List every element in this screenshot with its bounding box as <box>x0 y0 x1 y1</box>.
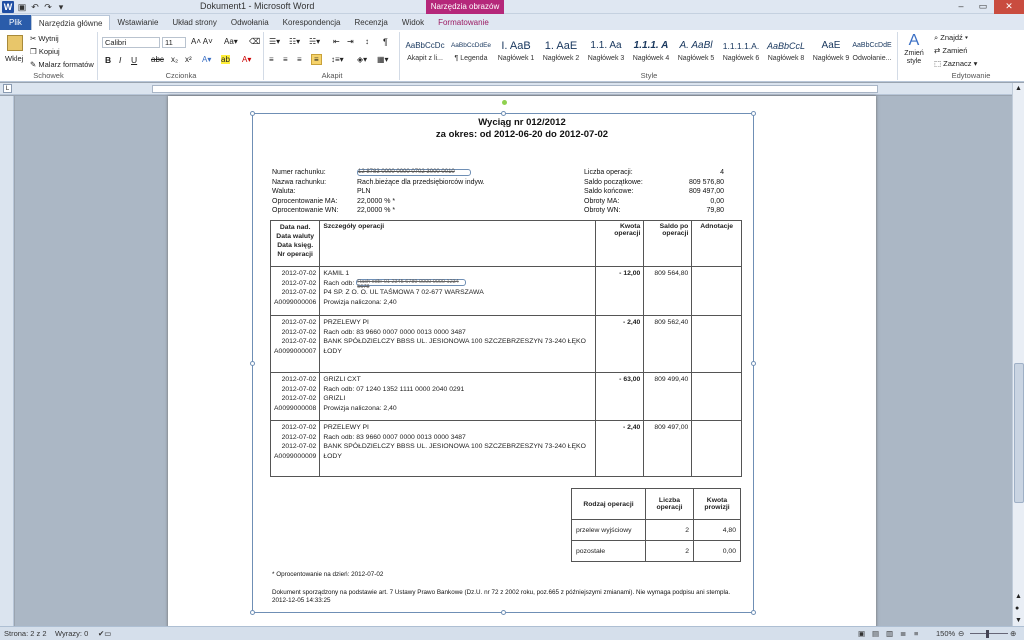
clipboard-group <box>0 32 98 80</box>
op-date: 2012-07-02 <box>281 395 317 402</box>
op-notes <box>692 316 742 373</box>
style-preview: AaBbCcDdE <box>852 42 892 49</box>
draft-view-icon[interactable]: ≡ <box>914 629 919 638</box>
change-case-icon[interactable]: Aa▾ <box>224 37 238 46</box>
zoom-in-icon[interactable]: ⊕ <box>1010 629 1017 638</box>
op-details <box>320 267 596 316</box>
header-line: Kwota <box>619 223 641 230</box>
op-line: PRZELEWY PI <box>323 319 369 326</box>
info-row <box>584 206 724 216</box>
resize-handle[interactable] <box>250 111 255 116</box>
summary-fee: 4,80 <box>694 520 741 541</box>
copy-icon: ❐ <box>30 47 39 56</box>
op-line: PRZELEWY PI <box>323 424 369 431</box>
op-date: 2012-07-02 <box>281 376 317 383</box>
redacted-account-number: 12 8783 0000 0000 0702 3000 0010 <box>357 169 471 176</box>
bold-icon[interactable]: B <box>105 55 112 65</box>
op-details <box>320 316 596 373</box>
find-label: Znajdź <box>940 33 963 42</box>
tab-format[interactable]: Formatowanie <box>438 18 489 27</box>
summary-header-fee <box>694 489 741 520</box>
align-center-icon[interactable]: ≡ <box>283 55 288 64</box>
show-marks-icon[interactable]: ¶ <box>383 37 388 47</box>
table-row <box>271 316 742 373</box>
info-value: PLN <box>357 188 371 195</box>
vertical-scrollbar[interactable] <box>1012 83 1024 626</box>
multilevel-list-icon[interactable]: ☵▾ <box>309 37 321 46</box>
resize-handle[interactable] <box>751 361 756 366</box>
header-line: operacji <box>614 230 641 237</box>
title-bar <box>0 0 1024 14</box>
rotate-handle[interactable] <box>502 100 507 105</box>
tab-references[interactable]: Odwołania <box>230 18 269 27</box>
redo-icon[interactable]: ↷ <box>44 1 52 12</box>
info-key: Liczba operacji: <box>584 169 633 176</box>
change-styles-button[interactable] <box>901 32 927 66</box>
status-bar <box>0 626 1024 640</box>
summary-header-row <box>572 489 741 520</box>
op-balance: 809 564,80 <box>644 267 692 316</box>
op-line: BANK SPÓŁDZIELCZY BBSS UL. JESIONOWA 100 SZCZEBRZESZYN 73-240 ŁĘKO <box>323 338 586 345</box>
style-label: ¶ Legenda <box>454 55 488 62</box>
operations-table <box>270 220 742 477</box>
summary-count: 2 <box>646 541 694 562</box>
info-value: Rach.bieżące dla przedsiębiorców indyw. <box>357 178 485 186</box>
replace-label: Zamień <box>942 46 968 55</box>
op-line: ŁODY <box>323 452 342 460</box>
style-item[interactable] <box>809 37 853 71</box>
style-preview: AaBbCcDc <box>405 41 445 50</box>
statement-period: za okres: od 2012-06-20 do 2012-07-02 <box>435 129 609 140</box>
style-item[interactable] <box>674 37 718 71</box>
info-key: Oprocentowanie MA: <box>272 197 338 205</box>
op-line: GRIZLI <box>323 395 346 402</box>
browse-object-icon[interactable]: ● <box>1015 605 1020 612</box>
op-dates <box>271 267 320 316</box>
undo-icon[interactable]: ↶ <box>31 1 39 12</box>
style-label: Nagłówek 8 <box>767 55 805 62</box>
info-key: Saldo końcowe: <box>584 188 634 195</box>
tab-mailings[interactable]: Korespondencja <box>282 18 341 27</box>
legal-text: Dokument sporządzony na podstawie art. 7 Ustawy Prawo Bankowe (Dz.U. nr 72 z 2002 roku, poz.665 z późniejszymi zmianami). Nie wymaga podpisu ani stempla. <box>272 589 731 596</box>
font-name-combo[interactable]: Calibri <box>102 37 160 48</box>
footnote: * Oprocentowanie na dzień: 2012-07-02 <box>272 571 384 578</box>
header-line: prowizji <box>704 504 730 511</box>
web-layout-view-icon[interactable]: ▥ <box>886 629 894 638</box>
minimize-icon[interactable]: – <box>958 1 964 11</box>
op-number: A0099000009 <box>274 452 317 460</box>
summary-row <box>572 541 741 562</box>
editing-group <box>930 32 1012 80</box>
style-preview: A. AaBl <box>679 40 713 51</box>
tab-selector-icon[interactable]: L <box>3 84 12 93</box>
format-painter-label: Malarz formatów <box>38 60 94 69</box>
op-date: 2012-07-02 <box>281 328 317 336</box>
clipboard-group-label: Schowek <box>33 71 64 80</box>
page-count[interactable]: Strona: 2 z 2 <box>4 629 47 638</box>
header-balance <box>644 221 692 267</box>
prev-page-icon[interactable]: ▲ <box>1015 593 1022 600</box>
clear-formatting-icon[interactable]: ⌫ <box>249 37 261 46</box>
info-row <box>584 178 724 188</box>
style-preview: AaE <box>821 40 841 51</box>
paste-icon[interactable] <box>7 35 23 51</box>
scrollbar-thumb[interactable] <box>1014 363 1024 503</box>
style-preview: 1. AaE <box>544 40 578 52</box>
op-date: 2012-07-02 <box>281 424 317 431</box>
summary-type: pozostałe <box>572 541 646 562</box>
table-row <box>271 373 742 421</box>
account-info <box>272 168 485 216</box>
font-group <box>99 32 264 80</box>
increase-indent-icon[interactable]: ⇥ <box>347 37 354 46</box>
style-preview: 1.1.1.1.A. <box>722 41 760 51</box>
copy-label: Kopiuj <box>38 47 60 56</box>
proofing-icon[interactable]: ✔▭ <box>98 629 112 638</box>
word-count[interactable]: Wyrazy: 0 <box>55 629 89 638</box>
info-row <box>584 168 724 178</box>
info-row <box>272 168 485 178</box>
redacted-account: Rach odb: 01 2345 6789 0000 0000 1234 5678 <box>356 279 466 286</box>
info-value: 0,00 <box>710 197 724 205</box>
style-preview: I. AaB <box>501 40 531 52</box>
resize-handle[interactable] <box>250 610 255 615</box>
op-line: P4 SP. Z O. O. UL TAŚMOWA 7 02-677 WARSZAWA <box>323 289 484 296</box>
horizontal-ruler[interactable] <box>0 83 1012 95</box>
style-preview: AaBbCcL <box>766 41 806 51</box>
strikethrough-icon[interactable]: abc <box>151 55 164 64</box>
op-number: A0099000006 <box>274 298 317 306</box>
op-date: 2012-07-02 <box>281 443 317 450</box>
op-dates <box>271 421 320 477</box>
op-date: 2012-07-02 <box>281 433 317 441</box>
highlight-icon[interactable]: ab <box>221 55 230 64</box>
op-number: A0099000007 <box>274 347 317 355</box>
op-notes <box>692 421 742 477</box>
editing-group-label: Edytowanie <box>951 71 991 80</box>
info-value: 809 497,00 <box>688 188 724 195</box>
legal-notice <box>272 589 742 605</box>
superscript-icon[interactable]: x² <box>185 55 192 64</box>
paragraph-group <box>265 32 400 80</box>
op-details <box>320 373 596 421</box>
format-painter-button[interactable] <box>30 60 94 69</box>
next-page-icon[interactable]: ▼ <box>1015 617 1022 624</box>
vertical-ruler[interactable] <box>0 96 14 626</box>
style-label: Odwołanie... <box>852 55 892 62</box>
style-label: Nagłówek 9 <box>812 55 850 62</box>
summary-header-type: Rodzaj operacji <box>572 489 646 520</box>
style-item[interactable] <box>764 37 808 71</box>
op-dates <box>271 316 320 373</box>
scroll-up-icon[interactable]: ▲ <box>1015 85 1022 92</box>
op-line: ŁODY <box>323 347 342 355</box>
replace-button[interactable] <box>934 46 967 55</box>
style-preview: AaBbCcDdEe <box>450 42 492 49</box>
style-label: Nagłówek 3 <box>587 55 625 62</box>
tab-view[interactable]: Widok <box>401 18 425 27</box>
summary-row <box>572 520 741 541</box>
paste-button[interactable]: Wklej <box>5 54 24 63</box>
info-key: Numer rachunku: <box>272 169 326 176</box>
op-line: Rach odb: 83 9660 0007 0000 0013 0000 3487 <box>323 328 466 336</box>
header-line: Nr operacji <box>277 251 313 258</box>
info-value: 4 <box>720 169 724 176</box>
info-row <box>272 178 485 188</box>
header-line: Kwota <box>706 497 728 504</box>
table-row <box>271 267 742 316</box>
op-balance: 809 499,40 <box>644 373 692 421</box>
op-number: A0099000008 <box>274 404 317 412</box>
cut-label: Wytnij <box>38 34 59 43</box>
info-key: Nazwa rachunku: <box>272 178 327 186</box>
align-right-icon[interactable]: ≡ <box>297 55 302 64</box>
word-logo-icon[interactable]: W <box>3 2 13 12</box>
font-color-icon[interactable]: A▾ <box>242 55 252 64</box>
align-left-icon[interactable]: ≡ <box>269 55 274 64</box>
style-item[interactable] <box>629 37 673 71</box>
op-details <box>320 421 596 477</box>
window-controls <box>950 0 1024 14</box>
close-icon[interactable]: ✕ <box>994 0 1024 14</box>
italic-icon[interactable]: I <box>119 55 122 65</box>
cut-button[interactable] <box>30 34 59 43</box>
op-notes <box>692 373 742 421</box>
save-icon[interactable]: ▣ <box>17 1 27 12</box>
font-size-combo[interactable]: 11 <box>162 37 186 48</box>
bullets-icon[interactable]: ☰▾ <box>269 37 281 46</box>
sort-icon[interactable]: ↕ <box>365 37 369 46</box>
scissors-icon: ✂ <box>30 34 39 43</box>
shading-icon[interactable]: ◈▾ <box>357 55 368 64</box>
document-workspace <box>15 96 1012 626</box>
op-line: Rach odb: 07 1240 1352 1111 0000 2040 0291 <box>323 385 465 393</box>
info-row <box>584 197 724 207</box>
op-date: 2012-07-02 <box>281 385 317 393</box>
ruler-scale <box>152 85 878 93</box>
summary-header-count <box>646 489 694 520</box>
select-label: Zaznacz <box>943 59 972 68</box>
style-label: Akapit z li... <box>407 55 443 62</box>
summary-count: 2 <box>646 520 694 541</box>
summary-type: przelew wyjściowy <box>572 520 646 541</box>
op-line: BANK SPÓŁDZIELCZY BBSS UL. JESIONOWA 100 SZCZEBRZESZYN 73-240 ŁĘKO <box>323 443 586 450</box>
full-screen-view-icon[interactable]: ▤ <box>872 629 880 638</box>
tab-insert[interactable]: Wstawianie <box>117 18 159 27</box>
op-line: GRIZLI CXT <box>323 376 361 383</box>
decrease-indent-icon[interactable]: ⇤ <box>333 37 340 46</box>
info-key: Obroty MA: <box>584 197 620 205</box>
statement-title: Wyciąg nr 012/2012 <box>478 117 566 128</box>
info-value: 809 576,80 <box>688 178 724 186</box>
header-line: operacji <box>662 230 689 237</box>
header-line: Data księg. <box>277 242 314 249</box>
window-title: Dokument1 - Microsoft Word <box>200 1 315 11</box>
style-item[interactable] <box>539 37 583 71</box>
info-value: 22,0000 % * <box>357 207 396 214</box>
find-button[interactable]: ⌕ Znajdź ▾ <box>934 33 969 42</box>
info-key: Oprocentowanie WN: <box>272 207 339 214</box>
tab-file[interactable]: Plik <box>0 15 31 30</box>
op-line: Prowizja naliczona: 2,40 <box>323 298 397 306</box>
justify-icon[interactable]: ≡ <box>311 54 322 65</box>
info-row <box>272 206 485 216</box>
info-row <box>584 187 724 197</box>
op-balance: 809 497,00 <box>644 421 692 477</box>
quick-access-toolbar <box>0 0 66 14</box>
zoom-level[interactable]: 150% <box>936 629 956 638</box>
replace-icon: ⇄ <box>934 46 943 55</box>
find-icon: ⌕ <box>934 33 941 42</box>
header-date <box>271 221 320 267</box>
style-item[interactable] <box>584 37 628 71</box>
header-amount <box>596 221 644 267</box>
table-row <box>271 421 742 477</box>
header-line: Data waluty <box>276 233 315 240</box>
font-group-label: Czcionka <box>165 71 197 80</box>
op-amount: - 2,40 <box>596 421 644 477</box>
op-line: Rach odb: Rach odb: 01 2345 6789 0000 0000 1234 5678 <box>323 279 592 289</box>
brush-icon: ✎ <box>30 60 39 69</box>
customize-qat-icon[interactable]: ▾ <box>58 1 64 12</box>
style-label: Nagłówek 2 <box>542 55 580 62</box>
op-date: 2012-07-02 <box>281 270 317 277</box>
resize-handle[interactable] <box>501 610 506 615</box>
header-line: Liczba <box>658 497 681 504</box>
tab-page-layout[interactable]: Układ strony <box>172 18 217 27</box>
info-key: Saldo początkowe: <box>584 178 643 186</box>
info-value: 79,80 <box>706 207 724 214</box>
op-line: Rach odb: 83 9660 0007 0000 0013 0000 3487 <box>323 433 466 441</box>
op-date: 2012-07-02 <box>281 338 317 345</box>
ribbon-tabs <box>0 14 1024 30</box>
resize-handle[interactable] <box>751 111 756 116</box>
zoom-slider-track[interactable] <box>970 633 1008 634</box>
paragraph-group-label: Akapit <box>321 71 343 80</box>
ribbon <box>0 30 1024 82</box>
info-key: Waluta: <box>272 188 296 195</box>
header-line: operacji <box>656 504 683 511</box>
style-item[interactable] <box>719 37 763 71</box>
style-item[interactable] <box>403 37 447 71</box>
line-spacing-icon[interactable]: ↕≡▾ <box>331 55 344 64</box>
tab-review[interactable]: Recenzja <box>354 18 388 27</box>
change-styles-label: Zmień style <box>904 50 924 65</box>
select-button[interactable]: ⬚ Zaznacz ▾ <box>934 59 978 68</box>
borders-icon[interactable]: ▦▾ <box>377 55 389 64</box>
style-label: Nagłówek 4 <box>632 55 670 62</box>
generated-timestamp: 2012-12-05 14:33:25 <box>272 597 331 604</box>
subscript-icon[interactable]: x₂ <box>171 55 179 64</box>
print-layout-view-icon[interactable]: ▣ <box>858 629 866 638</box>
op-notes <box>692 267 742 316</box>
maximize-icon[interactable]: ▭ <box>978 1 988 11</box>
op-balance: 809 562,40 <box>644 316 692 373</box>
header-notes: Adnotacje <box>692 221 742 267</box>
op-amount: - 2,40 <box>596 316 644 373</box>
numbering-icon[interactable]: ☷▾ <box>289 37 301 46</box>
summary-table <box>571 488 741 562</box>
style-label: Nagłówek 5 <box>677 55 715 62</box>
document-page[interactable] <box>168 96 876 636</box>
info-row <box>272 187 485 197</box>
copy-button[interactable] <box>30 47 60 56</box>
styles-group <box>401 32 898 80</box>
tab-home[interactable]: Narzędzia główne <box>31 15 111 30</box>
op-amount: - 63,00 <box>596 373 644 421</box>
op-date: 2012-07-02 <box>281 289 317 296</box>
op-date: 2012-07-02 <box>281 279 317 287</box>
summary-fee: 0,00 <box>694 541 741 562</box>
info-row <box>272 197 485 207</box>
header-line: Saldo po <box>659 223 689 230</box>
text-effects-icon[interactable]: A▾ <box>202 55 212 64</box>
styles-group-label: Style <box>640 71 658 80</box>
op-dates <box>271 373 320 421</box>
picture-tools-context-tab: Narzędzia obrazów <box>426 0 504 14</box>
balance-info <box>584 168 724 216</box>
style-item[interactable] <box>851 37 893 71</box>
style-label: Nagłówek 6 <box>722 55 760 62</box>
resize-handle[interactable] <box>751 610 756 615</box>
info-value: 22,0000 % * <box>357 197 396 205</box>
header-details: Szczegóły operacji <box>320 221 596 267</box>
table-header-row <box>271 221 742 267</box>
style-label: Nagłówek 1 <box>497 55 535 62</box>
header-line: Data nad. <box>279 224 311 231</box>
underline-icon[interactable]: U <box>131 55 138 65</box>
op-date: 2012-07-02 <box>281 319 317 326</box>
op-line: KAMIL 1 <box>323 270 350 277</box>
resize-handle[interactable] <box>501 111 506 116</box>
grow-font-icon[interactable]: A˄ A˅ <box>191 37 213 46</box>
style-item[interactable] <box>494 37 538 71</box>
outline-view-icon[interactable]: ≣ <box>900 629 907 638</box>
style-item[interactable] <box>449 37 493 71</box>
zoom-slider-thumb[interactable] <box>986 630 989 638</box>
style-preview: 1.1.1. A <box>633 40 669 51</box>
select-icon: ⬚ <box>934 59 944 68</box>
change-styles-icon: A <box>908 32 920 49</box>
style-preview: 1.1. Aa <box>590 40 622 51</box>
info-key: Obroty WN: <box>584 207 621 214</box>
op-amount: - 12,00 <box>596 267 644 316</box>
op-line: Prowizja naliczona: 2,40 <box>323 404 397 412</box>
resize-handle[interactable] <box>250 361 255 366</box>
zoom-out-icon[interactable]: ⊖ <box>958 629 965 638</box>
